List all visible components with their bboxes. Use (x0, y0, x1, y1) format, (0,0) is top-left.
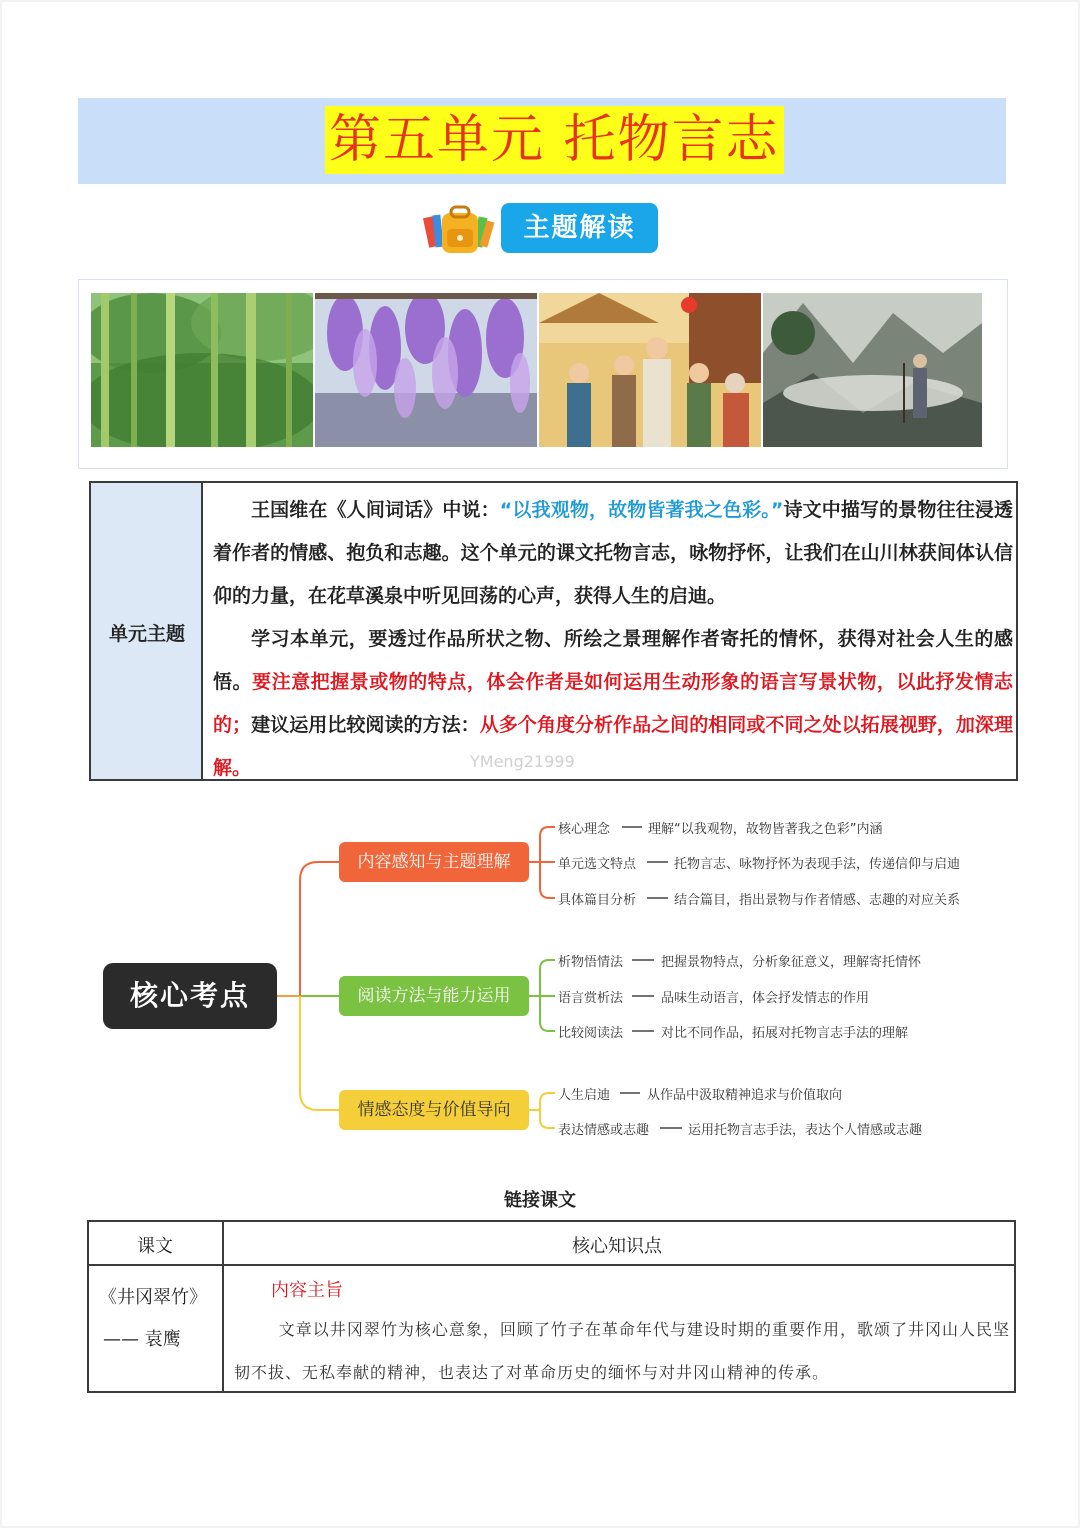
lesson-title: 《井冈翠竹》 (99, 1287, 207, 1308)
p1-body: 诗文中描写的景物往往浸透着作者的情感、抱负和志趣。这个单元的课文托物言志，咏物抒怀，让我们在山川林获间体认信仰的力量，在花草溪泉中听见回荡的心声，获得人生的启迪。 (213, 499, 1013, 607)
leaf-term: 析物悟情法 (558, 955, 624, 970)
bamboo-forest-image (91, 293, 313, 447)
theme-badge: 主题解读 (501, 203, 658, 253)
lesson-author: —— 袁鹰 (103, 1329, 181, 1350)
leaf-term: 语言赏析法 (558, 991, 624, 1006)
wisteria-image (315, 293, 537, 447)
unit-theme-label: 单元主题 (108, 623, 185, 645)
leaf-desc: 理解“以我观物，故物皆著我之色彩”内涵 (648, 822, 883, 837)
content-theme-tag: 内容主旨 (271, 1280, 343, 1301)
branch-values: 情感态度与价值导向 (339, 1090, 529, 1130)
leaf-desc: 对比不同作品，拓展对托物言志手法的理解 (661, 1026, 909, 1041)
unit-title: 第五单元 托物言志 (325, 106, 784, 174)
unit-theme-label-cell (91, 483, 203, 779)
mountain-traveler-image (763, 293, 982, 447)
p2-emphasis-1: 要注意把握景或物的特点，体会作者是如何运用生动形象的语言写景状物，以此抒发情志的； (213, 671, 1013, 736)
branch-content-perception: 内容感知与主题理解 (339, 842, 529, 882)
leaf-desc: 托物言志、咏物抒怀为表现手法，传递信仰与启迪 (674, 857, 961, 872)
unit-theme-text (213, 489, 1013, 790)
leaf-term: 单元选文特点 (558, 857, 637, 872)
leaf-desc: 品味生动语言，体会抒发情志的作用 (661, 991, 870, 1006)
p1-quote: “以我观物，故物皆著我之色彩。” (499, 499, 784, 521)
column-header-lesson: 课文 (137, 1236, 173, 1257)
link-table-caption: 链接课文 (504, 1190, 576, 1211)
content-theme-text: 文章以井冈翠竹为核心意象，回顾了竹子在革命年代与建设时期的重要作用，歌颂了井冈山人民坚韧不拔、无私奉献的精神，也表达了对革命历史的缅怀与对井冈山精神的传承。 (234, 1320, 1010, 1382)
leaf-desc: 结合篇目，指出景物与作者情感、志趣的对应关系 (674, 893, 961, 908)
leaf-term: 表达情感或志趣 (558, 1123, 650, 1138)
p1-intro: 王国维在《人间词话》中说： (251, 499, 500, 521)
link-table (87, 1220, 1016, 1393)
p2-method: 建议运用比较阅读的方法： (251, 714, 480, 736)
branch-reading-methods: 阅读方法与能力运用 (339, 976, 529, 1016)
leaf-desc: 把握景物特点，分析象征意义，理解寄托情怀 (661, 955, 922, 970)
leaf-desc: 运用托物言志手法，表达个人情感或志趣 (688, 1123, 923, 1138)
lesson-cell (99, 1277, 219, 1361)
unit-theme-paragraph-1 (213, 489, 1013, 618)
unit-theme-paragraph-2 (213, 618, 1013, 790)
table-divider (89, 1264, 1014, 1266)
leaf-desc: 从作品中汲取精神追求与价值取向 (647, 1088, 843, 1103)
p2-intro: 学习本单元，要透过作品所状之物、所绘之景理解作者寄托的情怀，获得对社会人生的感悟。 (213, 628, 1013, 693)
p2-emphasis-2: 从多个角度分析作品之间的相同或不同之处以拓展视野，加深理解。 (213, 714, 1013, 779)
village-crowd-image (539, 293, 761, 447)
table-divider (222, 1222, 224, 1391)
mindmap-root: 核心考点 (103, 963, 277, 1029)
watermark: YMeng21999 (470, 752, 575, 771)
leaf-term: 人生启迪 (558, 1088, 611, 1103)
column-header-points: 核心知识点 (572, 1236, 662, 1257)
leaf-term: 核心理念 (558, 822, 611, 837)
backpack-icon (420, 203, 498, 255)
leaf-term: 具体篇目分析 (558, 893, 637, 908)
leaf-term: 比较阅读法 (558, 1026, 624, 1041)
unit-theme-table (89, 481, 1018, 781)
